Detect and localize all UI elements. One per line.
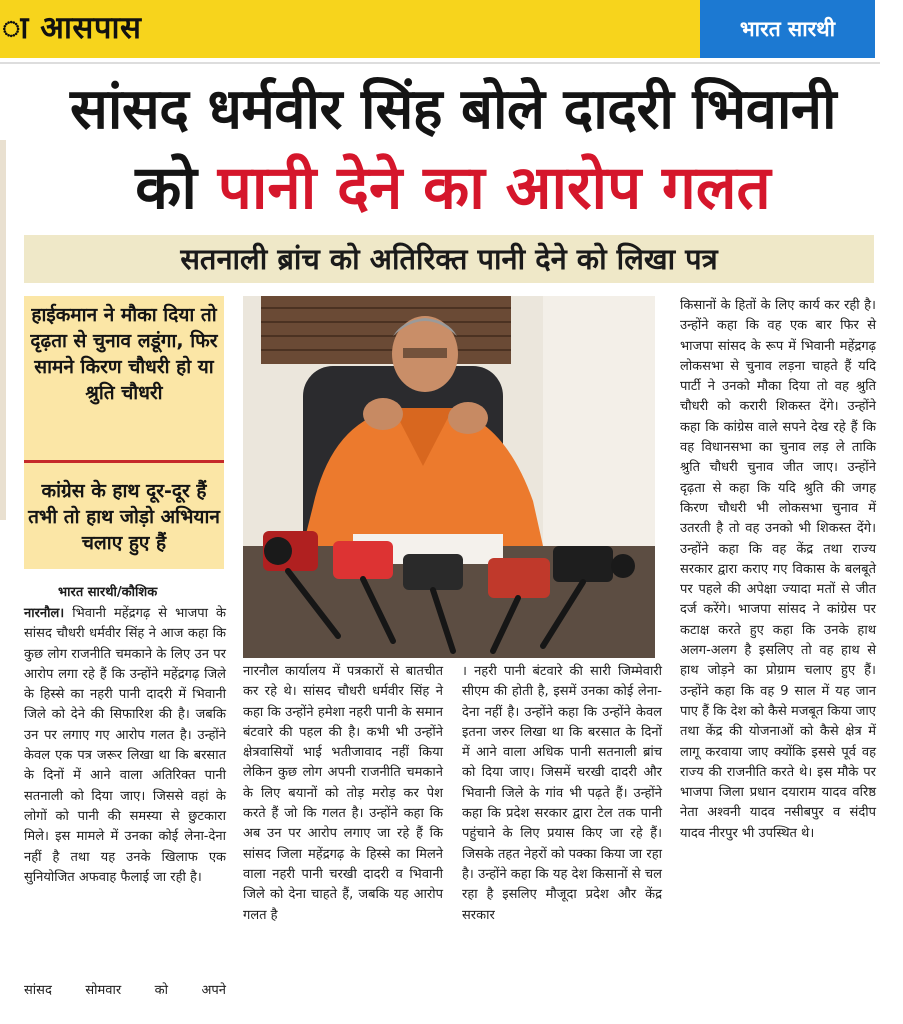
brand-label: भारत सारथी <box>700 0 875 58</box>
header-rule <box>0 62 880 64</box>
headline-prefix: को <box>135 153 197 223</box>
article-column-1-last-line: सांसद सोमवार को अपने <box>24 983 226 998</box>
adjacent-column-edge <box>0 80 10 1020</box>
press-conference-photo <box>243 296 655 658</box>
article-column-2: नारनौल कार्यालय में पत्रकारों से बातचीत कर रहे थे। सांसद चौधरी धर्मवीर सिंह ने कहा कि उन्होंने हमेशा नहरी पानी के समान बंटवारे की पहल की है। कभी भी उन्होंने क्षेत्रवासियों भाई भतीजावाद नहीं किया लेकिन कुछ लोग अपनी राजनीति चमकाने के लिए बयानों को तोड़ मरोड़ कर पेश करते हैं जो कि गलत है। उन्होंने कहा कि अब उन पर आरोप लगाए जा रहे हैं कि सांसद जिला महेंद्रगढ़ के हिस्से का मिलने वाला नहरी पानी चरखी दादरी व भिवानी जिले को देना चाहते हैं, जबकि यह आरोप गलत है <box>243 664 443 923</box>
article-column-1-text: भिवानी महेंद्रगढ़ से भाजपा के सांसद चौधरी धर्मवीर सिंह ने आज कहा कि कुछ लोग राजनीति चमकाने के लिए उन पर आरोप लगा रहे हैं कि उन्होंने महेंद्रगढ़ जिले के हिस्से का नहरी पानी दादरी में भिवानी जिले को देने की सिफारिश की है। जबकि उन पर लगाए गए आरोप गलत है। उन्होंने केवल एक पत्र जरूर लिखा था कि बरसात के दिनों में आने वाला अतिरिक्त पानी सतनाली को दिया जाए। जिससे वहां के लोगों को पानी की समस्या से छुटकारा मिले। इस मामले में उनका कोई लेना-देना नहीं है तथा यह उनके खिलाफ एक सुनियोजित अफवाह फैलाई जा रही है। <box>24 606 226 885</box>
article-column-4: किसानों के हितों के लिए कार्य कर रही है। उन्होंने कहा कि वह एक बार फिर से भाजपा सांसद के रूप में भिवानी महेंद्रगढ़ लोकसभा से चुनाव लड़ना चाहते हैं यदि पार्टी ने उनको मौका दिया तो वह श्रुति चौधरी को करारी शिकस्त देंगे। उन्होंने कहा कि कांग्रेस वाले सपने देख रहे हैं कि वह विधानसभा का चुनाव लड़ ले ताकि श्रुति चौधरी चुनाव जीत जाए। उन्होंने दृढ़ता से कहा कि यदि श्रुति की जगह किरण चौधरी भी लोकसभा चुनाव में उतरती है तो वह उनको भी शिकस्त देंगे। उन्होंने कहा कि वह केंद्र तथा राज्य सरकार द्वारा कराए गए विकास के बलबूते पर पहले की अपेक्षा ज्यादा मतों से जीत दर्ज करेंगे। भाजपा सांसद ने कांग्रेस पर कटाक्ष करते हुए कहा कि उनके हाथ अलग-अलग है इसलिए तो वह हाथ से हाथ जोड़ने का प्रोग्राम चलाए हुए हैं। उन्होंने कहा कि वह 9 साल में यह जान पाए हैं कि देश को कैसे मजबूत किया जाए तथा केंद्र की योजनाओं को कैसे क्षेत्र में लागू करवाया जाए क्योंकि इससे पूर्व वह राज्य की राजनीति करते थे। इस मौके पर भाजपा जिला प्रधान दयाराम यादव वरिष्ठ नेता अश्वनी यादव नसीबपुर व संदीप यादव नीरपुर भी उपस्थित थे। <box>680 298 876 841</box>
subheadline: सतनाली ब्रांच को अतिरिक्त पानी देने को लिखा पत्र <box>180 242 718 276</box>
adjacent-photo-edge <box>0 140 6 520</box>
article-column-1 <box>24 604 226 888</box>
article-column-3: । नहरी पानी बंटवारे की सारी जिम्मेवारी सीएम की होती है, इसमें उनका कोई लेना-देना नहीं है। उन्होंने कहा कि उन्होंने केवल इतना जरुर लिखा था कि बरसात के दिनों में आने वाला अधिक पानी सतनाली ब्रांच को दिया जाए। जिसमें चरखी दादरी और भिवानी जिले के गांव भी पढ़ते हैं। उन्होंने कहा कि प्रदेश सरकार द्वारा टेल तक पानी पहुंचाने के लिए प्रयास किए जा रहे हैं। जिसके तहत नेहरों को पक्का किया जा रहा है। उन्होंने कहा कि यह देश किसानों से चल रहा है इसलिए मौजूदा प्रदेश और केंद्र सरकार <box>462 664 662 923</box>
article-photo <box>243 296 655 658</box>
section-title: ा आसपास <box>2 10 142 46</box>
article-dateline: नारनौल। <box>24 606 65 621</box>
headline-line-1: सांसद धर्मवीर सिंह बोले दादरी भिवानी <box>70 77 836 142</box>
headline-highlight: पानी देने का आरोप गलत <box>217 153 771 223</box>
pullquote-divider <box>24 460 224 463</box>
pullquote-2: कांग्रेस के हाथ दूर-दूर हैं तभी तो हाथ जोड़ो अभियान चलाए हुए हैं <box>28 480 220 554</box>
article-byline: भारत सारथी/कौशिक <box>58 585 158 600</box>
pullquote-1: हाईकमान ने मौका दिया तो दृढ़ता से चुनाव लडूंगा, फिर सामने किरण चौधरी हो या श्रुति चौधरी <box>30 304 218 404</box>
headline-line-2 <box>18 153 888 223</box>
